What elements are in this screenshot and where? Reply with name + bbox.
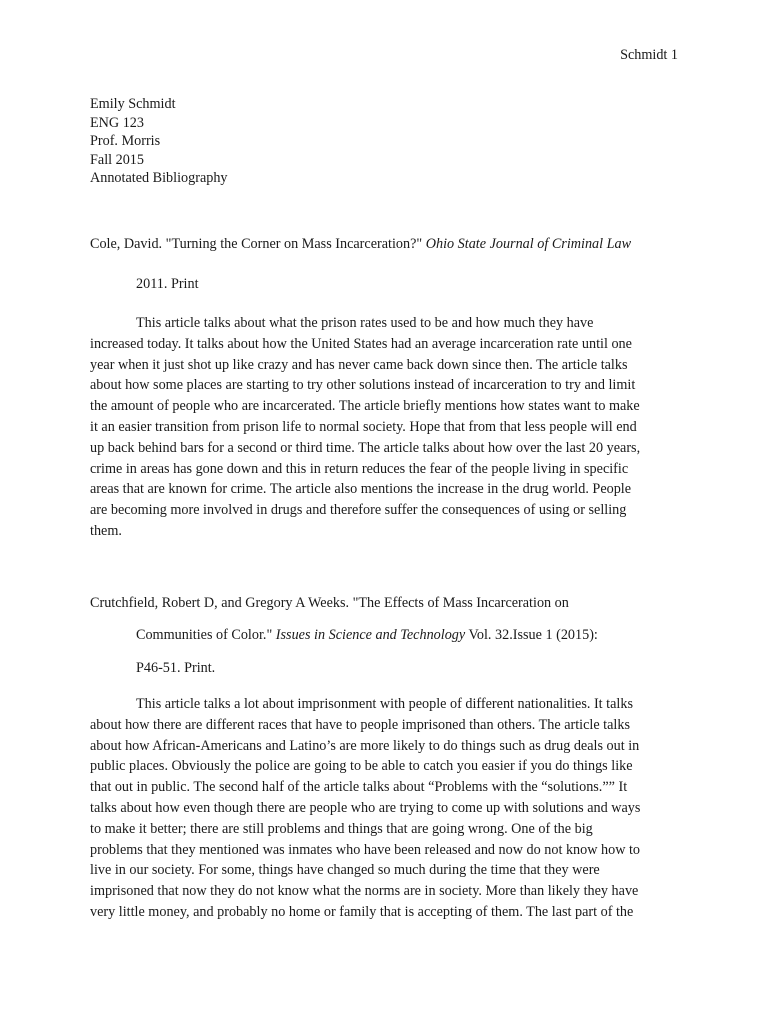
annotation-line: it an easier transition from prison life to normal society. Hope that from that less people will end bbox=[90, 418, 637, 435]
annotation-line: very little money, and probably no home or family that is accepting of them. The last part of the bbox=[90, 903, 634, 920]
citation-2-journal: Issues in Science and Technology bbox=[275, 627, 466, 643]
citation-1-line-1 bbox=[90, 236, 631, 253]
annotation-line: up back behind bars for a second or third time. The article talks about how over the last 20 years, bbox=[90, 439, 641, 456]
annotation-line: to make it better; there are still problems and things that are going wrong. One of the big bbox=[90, 820, 593, 837]
citation-2-line-3: P46-51. Print. bbox=[136, 660, 216, 676]
annotation-line: problems that they mentioned was inmates who have been released and now do not know how to bbox=[90, 841, 641, 858]
annotation-line: that out in public. The second half of the article talks about “Problems with the “solutions.”” It bbox=[90, 779, 628, 796]
annotation-line: public places. Obviously the police are going to be able to catch you easier if you do things like bbox=[90, 758, 633, 775]
annotation-line: about how there are different races that have to people imprisoned than others. The article talks bbox=[90, 716, 630, 733]
annotation-line: the amount of people who are incarcerated. The article briefly mentions how states want to make bbox=[90, 398, 640, 415]
annotation-line: areas that are known for crime. The article also mentions the increase in the drug world. People bbox=[90, 481, 632, 498]
annotation-line: live in our society. For some, things have changed so much during the time that they were bbox=[90, 862, 600, 879]
annotation-line: increased today. It talks about how the United States had an average incarceration rate until one bbox=[90, 335, 632, 352]
citation-1-journal: Ohio State Journal of Criminal Law bbox=[425, 236, 632, 252]
annotation-line: them. bbox=[90, 522, 122, 539]
annotation-line: imprisoned that now they do not know what the norms are in society. More than likely they have bbox=[90, 883, 639, 900]
document-title: Annotated Bibliography bbox=[90, 170, 228, 186]
citation-2-title-end: Communities of Color." bbox=[136, 627, 276, 643]
annotation-line: year when it just shot up like crazy and has never came back down since then. The article talks bbox=[90, 356, 628, 373]
heading-block bbox=[90, 95, 228, 188]
running-header: Schmidt 1 bbox=[620, 47, 678, 63]
student-name: Emily Schmidt bbox=[90, 96, 176, 112]
annotation-line: talks about how even though there are people who are trying to come up with solutions and ways bbox=[90, 799, 641, 816]
citation-2-line-1: Crutchfield, Robert D, and Gregory A Weeks. "The Effects of Mass Incarceration on bbox=[90, 595, 569, 611]
citation-1-author-title: Cole, David. "Turning the Corner on Mass Incarceration?" bbox=[90, 236, 426, 252]
course-name: ENG 123 bbox=[90, 114, 144, 131]
annotation-line: are becoming more involved in drugs and therefore suffer the consequences of using or selling bbox=[90, 502, 627, 519]
annotation-line: about how some places are starting to try other solutions instead of incarceration to try and limit bbox=[90, 377, 636, 394]
instructor-name: Prof. Morris bbox=[90, 133, 161, 149]
annotation-line: about how African-Americans and Latino’s are more likely to do things such as drug deals out in bbox=[90, 737, 640, 754]
annotation-2 bbox=[90, 694, 682, 923]
citation-1-line-2: 2011. Print bbox=[136, 276, 199, 292]
annotation-line: crime in areas has gone down and this in return reduces the fear of the people living in specific bbox=[90, 460, 629, 477]
annotation-1 bbox=[90, 313, 682, 542]
annotation-line: This article talks about what the prison rates used to be and how much they have bbox=[136, 315, 594, 331]
annotation-line: This article talks a lot about imprisonment with people of different nationalities. It talks bbox=[136, 696, 633, 712]
citation-2-volume: Vol. 32.Issue 1 (2015): bbox=[465, 627, 598, 643]
citation-2-line-2 bbox=[136, 627, 598, 644]
term: Fall 2015 bbox=[90, 151, 144, 168]
